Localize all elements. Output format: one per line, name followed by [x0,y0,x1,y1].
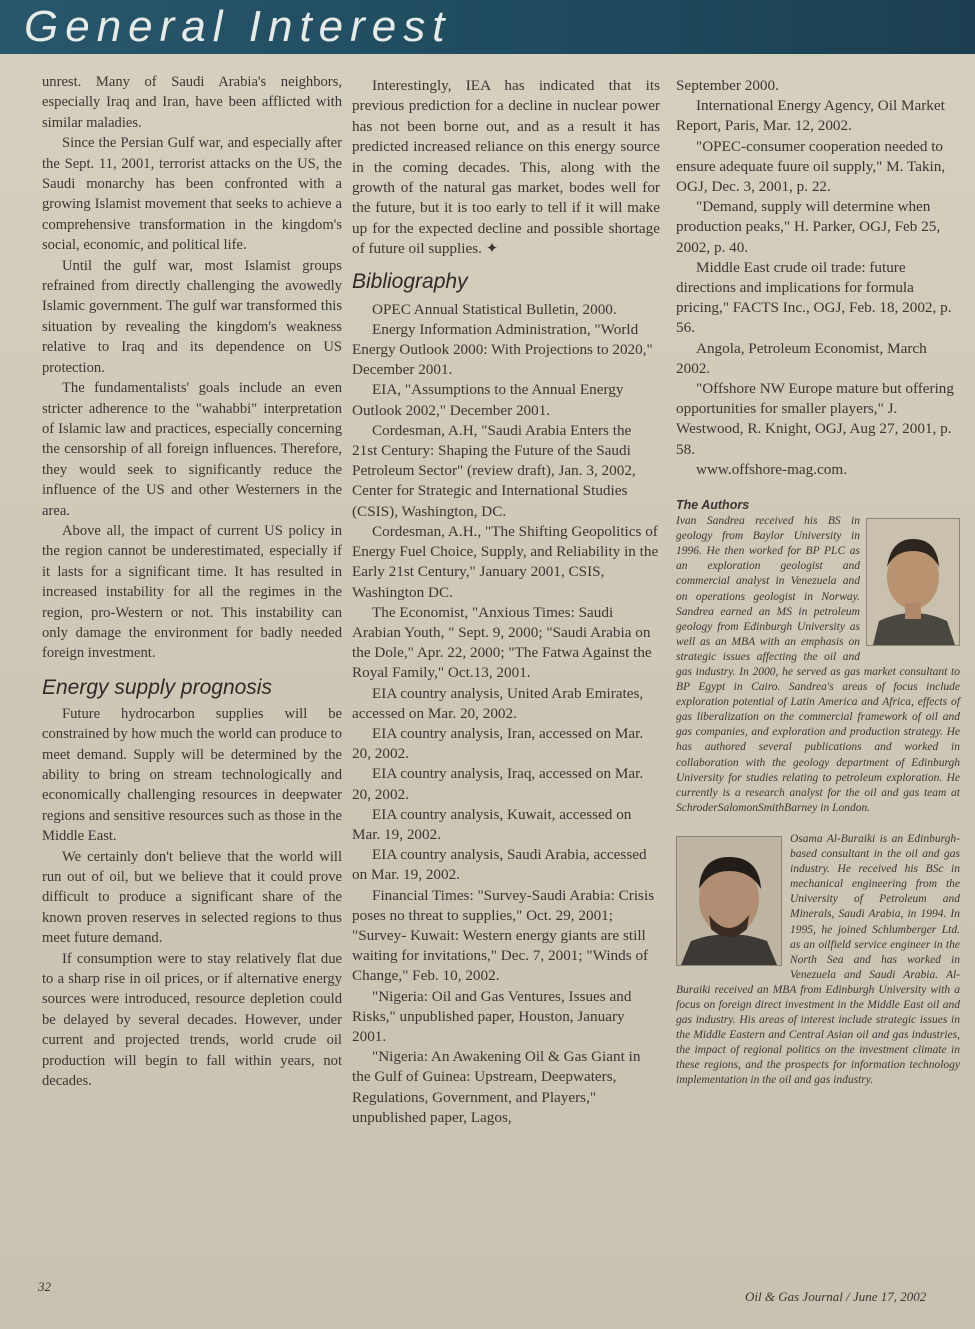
bibliography-entry: September 2000. [676,77,779,94]
bibliography-entry: EIA country analysis, Iraq, accessed on Mar. 20, 2002. [352,765,644,803]
portrait-image [677,837,781,965]
body-paragraph: Until the gulf war, most Islamist groups refrained from directly challenging the avowedly Islamic government. The gulf war transformed this situation by revealing the kingdom's weakness relative to Iraq and its dependence on US protection. [42,257,342,376]
body-paragraph: We certainly don't believe that the world will run out of oil, but we believe that it could prove difficult to produce a significant share of the known proven reserves in selected regions to thus meet future demand. [42,848,342,947]
bibliography-entry: The Economist, "Anxious Times: Saudi Arabian Youth, " Sept. 9, 2000; "Saudi Arabia on the Dole," Apr. 22, 2000; "The Fatwa Against the Royal Family," Oct.13, 2001. [352,603,652,682]
author-2-bio: Osama Al-Buraiki is an Edinburgh-based consultant in the oil and gas industry. He received his BSc in mechanical engineering from the University of Petroleum and Minerals, Saudi Arabia, in 1994. In 1995, he joined Schlumberger Ltd. as an oilfield service engineer in the North Sea and has worked in Venezuela and Saudi Arabia. Al-Buraiki received an MBA from Edinburgh University with a focus on foreign direct investment in the Middle East oil and gas industry. His areas of interest include strategic issues in the Middle Eastern and Central Asian oil and gas industries, the impact of regional politics on the investment climate in these regions, and the prospects for information technology implementation in the oil and gas industry. [676,832,960,1087]
bibliography-entry: EIA country analysis, Iran, accessed on Mar. 20, 2002. [352,724,644,763]
bibliography-entry: "OPEC-consumer cooperation needed to ensure adequate fuure oil supply," M. Takin, OGJ, Dec. 3, 2001, p. 22. [676,137,946,196]
column-3 [676,76,960,1089]
bibliography-entry: Angola, Petroleum Economist, March 2002. [676,339,927,377]
bibliography-entry: OPEC Annual Statistical Bulletin, 2000. [372,300,617,318]
bibliography-entry: EIA country analysis, United Arab Emirates, accessed on Mar. 20, 2002. [352,684,644,722]
body-paragraph: If consumption were to stay relatively flat due to a sharp rise in oil prices, or if alternative energy sources were introduced, resource depletion could be delayed by several decades. However, under current and projected trends, world crude oil production will begin to fall within years, not decades. [42,950,342,1090]
bibliography-entry: Middle East crude oil trade: future directions and implications for formula pricing," FACTS Inc., OGJ, Feb. 18, 2002, p. 56. [676,258,952,337]
bibliography-entry: "Nigeria: Oil and Gas Ventures, Issues and Risks," unpublished paper, Houston, January 2001. [352,987,632,1045]
body-paragraph: Since the Persian Gulf war, and especially after the Sept. 11, 2001, terrorist attacks on the US, the Saudi monarchy has been confronted with a growing Islamist movement that seeks to achieve a comprehensive transformation in the kingdom's social, economic, and political life. [42,135,342,254]
bibliography-entry: "Nigeria: An Awakening Oil & Gas Giant in the Gulf of Guinea: Upstream, Deepwaters, Regulations, Government, and Players," unpublished paper, Lagos, [352,1048,641,1126]
body-paragraph: The fundamentalists' goals include an even stricter adherence to the "wahabbi" interpretation of Islamic law and practices, especially concerning the censorship of all foreign influences. Therefore, they would seek to significantly reduce the influence of the US and other Westerners in the area. [42,380,342,519]
column-1 [42,72,342,1092]
body-paragraph: unrest. Many of Saudi Arabia's neighbors, especially Iraq and Iran, have been afflicted with similar maladies. [42,74,342,131]
bibliography-entry: EIA, "Assumptions to the Annual Energy Outlook 2002," December 2001. [352,381,624,419]
end-mark-icon: ✦ [485,240,499,258]
author-1-bio: Ivan Sandrea received his BS in geology from Baylor University in 1996. He then worked for BP PLC as an exploration geologist and commercial analyst in Venezuela and on operations geologist in Norway. Sandrea earned an MS in petroleum geology from Edinburgh University as well as an MBA with an emphasis on strategic issues affecting the oil and gas industry. In 2000, he served as gas market consultant to BP Egypt in Cairo. Sandrea's areas of focus include exploration potential of Latin America and Africa, effects of gas liberalization on the commercial framework of oil and gas companies, and exploration and production strategy. He has authored several publications and worked in collaboration with the geology department of Edinburgh University for studies relating to petroleum exploration. He currently is a research analyst for the oil and gas team at SchroderSalomonSmithBarney in London. [676,515,960,814]
body-paragraph [352,76,660,260]
bibliography-entry: Cordesman, A.H, "Saudi Arabia Enters the 21st Century: Shaping the Future of the Saudi Petroleum Sector" (review draft), Jan. 3, 2002, Center for Strategic and International Studies (CSIS), Washington, DC. [352,421,636,520]
section-heading: Energy supply prognosis [42,675,272,699]
body-paragraph: Above all, the impact of current US policy in the region cannot be underestimated, especially if it lasts for a significant time. It has resulted in increased instability for all the regimes in the region, pro-Western or not. This instability can only damage the environment for badly needed foreign investment. [42,522,342,662]
page-number: 32 [38,1279,51,1294]
bibliography-entry: "Offshore NW Europe mature but offering opportunities for smaller players," J. Westwood, R. Knight, OGJ, Aug 27, 2001, p. 58. [676,380,954,458]
authors-heading: The Authors [676,498,750,513]
section-header-band [0,0,975,54]
bibliography-entry: Cordesman, A.H., "The Shifting Geopolitics of Energy Fuel Choice, Supply, and Reliability in the Early 21st Century," January 2001, CSIS, Washington DC. [352,522,659,601]
column-2 [352,76,660,1128]
author-1-photo [866,518,960,646]
bibliography-entry: Energy Information Administration, "World Energy Outlook 2000: With Projections to 2020," December 2001. [352,320,653,379]
bibliography-entry: EIA country analysis, Kuwait, accessed on Mar. 19, 2002. [352,805,632,843]
bibliography-entry: www.offshore-mag.com. [696,460,847,478]
author-1-block [676,514,960,816]
author-2-photo [676,836,782,966]
publication-footer: Oil & Gas Journal / June 17, 2002 [745,1289,927,1304]
bibliography-heading: Bibliography [352,269,468,293]
section-title: General Interest [24,2,452,51]
bibliography-entry: Financial Times: "Survey-Saudi Arabia: Crisis poses no threat to supplies," Oct. 29, 2001; "Survey- Kuwait: Western energy giants are still waiting for invitations," Dec. 7, 2001; "Winds of Change," Feb. 10, 2002. [352,886,655,985]
body-paragraph: Future hydrocarbon supplies will be constrained by how much the world can produce to meet demand. Supply will be determined by the ability to bring on stream technologically and economically challenging resources in deepwater regions and sensitive resources such as those in the Middle East. [42,705,342,845]
bibliography-entry: International Energy Agency, Oil Market Report, Paris, Mar. 12, 2002. [676,97,945,135]
portrait-image [867,519,959,645]
bibliography-entry: EIA country analysis, Saudi Arabia, accessed on Mar. 19, 2002. [352,846,647,884]
bibliography-entry: "Demand, supply will determine when production peaks," H. Parker, OGJ, Feb 25, 2002, p. 40. [676,198,941,256]
author-2-block [676,832,960,1089]
paragraph-text: Interestingly, IEA has indicated that its previous prediction for a decline in nuclear power has not been borne out, and as a result it has predicted increased reliance on this energy source in the coming decades. This, along with the growth of the natural gas market, bodes well for the future, but it is too early to tell if it will make up for the expected decline and possible shortage of future oil supplies. [352,77,660,258]
